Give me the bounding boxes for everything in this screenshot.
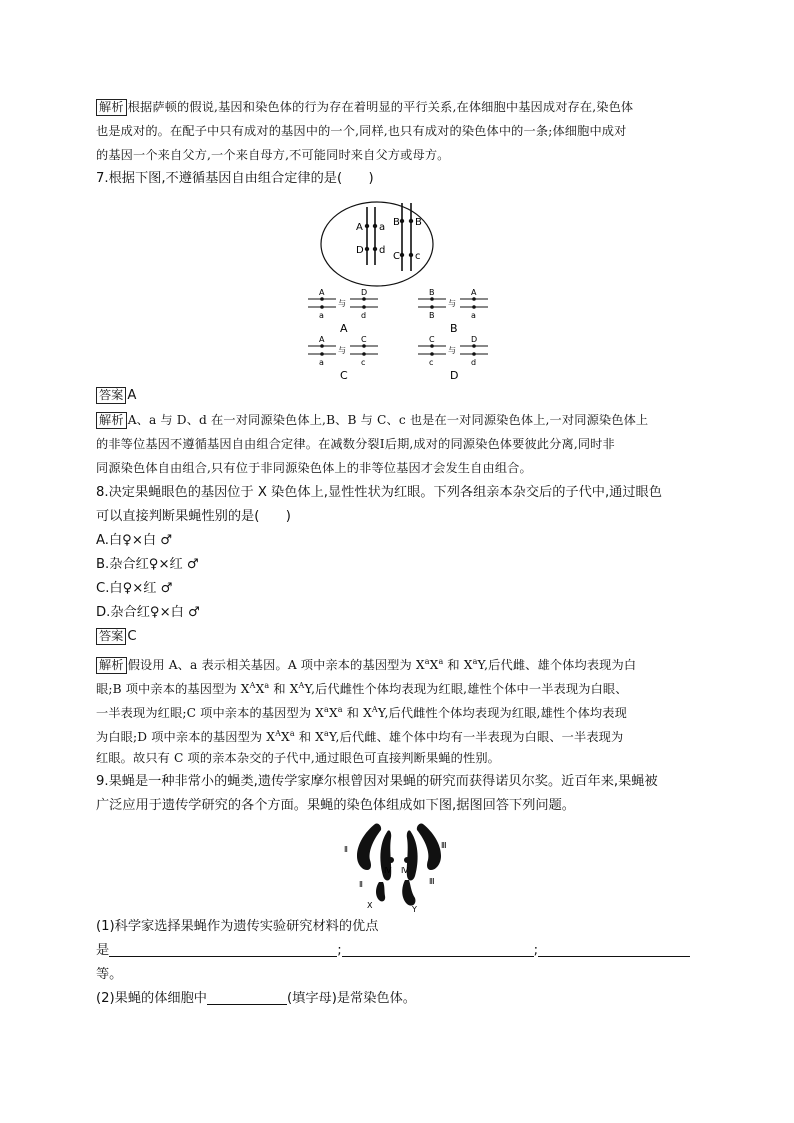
opt-D-right-top: D [471,335,478,344]
opt-A-caption: A [340,322,348,335]
label-IV-left: Ⅳ [384,866,392,875]
gene-locus [373,224,377,228]
opt-D-connector: 与 [448,346,456,355]
gene-C-label: C [393,251,400,262]
q8-answer-line [96,628,137,646]
opt-C-connector: 与 [338,346,346,355]
label-II-bottom: Ⅱ [359,880,363,889]
opt-B-caption: B [450,322,458,335]
answer-blank-4[interactable] [207,990,287,1005]
chromosome-III-right [417,823,441,870]
chromosome-II-left [357,823,381,870]
q9-stem-line-2: 广泛应用于遗传学研究的各个方面。果蝇的染色体组成如下图,据图回答下列问题。 [96,798,575,813]
opt-D-left-top: C [429,335,435,344]
label-II-top: Ⅱ [344,845,348,854]
prev-analysis-line-2: 也是成对的。在配子中只有成对的基因中的一个,同样,也只有成对的染色体中的一条;体细胞中成对 [96,124,627,138]
gene-d-label: d [379,245,386,256]
label-IV-right: Ⅳ [401,866,409,875]
q8-analysis-line-3: 一半表现为红眼;C 项中亲本的基因型为 $X^aX^a$ 和 $X^AY$,后代雌性个体均表现为红眼,雄性个体均表现 [96,705,627,720]
option-C-diagram [308,335,378,382]
q8-analysis-line-4: 为白眼;D 项中亲本的基因型为 $X^AX^a$ 和 $X^aY$,后代雌、雄个体中均有一半表现为白眼、一半表现为 [96,729,624,744]
q8-stem-line-1: 8.决定果蝇眼色的基因位于 X 染色体上,显性性状为红眼。下列各组亲本杂交后的子代中,通过眼色 [96,485,662,500]
opt-A-left-bottom: a [319,311,324,320]
q9-sub2-line: (2)果蝇的体细胞中 (填字母)是常染色体。 [96,991,416,1006]
q7-analysis-line-2: 的非等位基因不遵循基因自由组合定律。在减数分裂Ⅰ后期,成对的同源染色体要彼此分离,同时非 [96,437,615,451]
gene-locus [400,219,404,223]
opt-C-left-bottom: a [319,358,324,367]
opt-D-caption: D [450,369,459,382]
opt-A-connector: 与 [338,299,346,308]
q7-answer-line [96,387,136,405]
q8-answer: C [127,629,137,644]
drosophila-chromosome-figure [335,818,465,914]
prev-analysis-line-1: 解析 根据萨顿的假说,基因和染色体的行为存在着明显的平行关系,在体细胞中基因成对存在,染色体 [96,98,633,116]
opt-C-right-bottom: c [361,358,366,367]
q8-option-C: C.白♀×红 ♂ [96,581,173,596]
opt-D-right-bottom: d [471,358,477,367]
opt-D-left-bottom: c [429,358,434,367]
gene-locus [400,253,404,257]
answer-tag: 答案 [96,628,126,645]
label-III-top: Ⅲ [441,841,447,850]
gene-A-label: A [356,222,363,233]
q9-sub1-line-2: 是 ; ; [96,942,690,960]
q7-stem: 7.根据下图,不遵循基因自由组合定律的是( ) [96,171,374,186]
opt-A-right-bottom: d [361,311,367,320]
opt-B-right-bottom: a [471,311,476,320]
opt-C-left-top: A [319,335,325,344]
q7-analysis-line-3: 同源染色体自由组合,只有位于非同源染色体上的非等位基因才会发生自由组合。 [96,461,532,475]
q8-option-B: B.杂合红♀×红 ♂ [96,557,199,572]
option-A-diagram [308,288,378,335]
q8-option-D: D.杂合红♀×白 ♂ [96,605,200,620]
chromosome-IV-right [404,857,410,863]
opt-A-left-top: A [319,288,325,297]
analysis-tag: 解析 [96,412,127,429]
prev-analysis-line-3: 的基因一个来自父方,一个来自母方,不可能同时来自父方或母方。 [96,148,450,162]
gene-locus [365,247,369,251]
opt-B-connector: 与 [448,299,456,308]
q7-figure [300,195,500,385]
gene-D-label: D [356,245,364,256]
gene-locus [373,247,377,251]
gene-locus [409,219,413,223]
gene-B2-label: B [415,217,422,228]
answer-blank-3[interactable] [538,942,690,957]
gene-B1-label: B [393,217,400,228]
q8-analysis-line-2: 眼;B 项中亲本的基因型为 $X^AX^a$ 和 $X^AY$,后代雌性个体均表现为红眼,雄性个体中一半表现为白眼、 [96,681,628,696]
answer-tag: 答案 [96,387,126,404]
option-B-diagram [418,288,488,335]
chromosome-X [376,882,385,901]
chromosome-IV-left [388,857,394,863]
opt-B-left-bottom: B [429,311,435,320]
chromosome-Y [402,880,415,906]
answer-blank-1[interactable] [109,942,337,957]
gene-locus [365,224,369,228]
q7-answer: A [127,388,137,403]
label-III-bottom: Ⅲ [429,877,435,886]
gene-locus [409,253,413,257]
q8-stem-line-2: 可以直接判断果蝇性别的是( ) [96,509,291,524]
q9-sub1-line-3: 等。 [96,967,123,982]
opt-B-left-top: B [429,288,435,297]
q8-analysis-line-1: 解析 假设用 A、a 表示相关基因。A 项中亲本的基因型为 $X^aX^a$ 和 $X^aY$,后代雌、雄个体均表现为白 [96,653,636,674]
opt-A-right-top: D [361,288,368,297]
analysis-tag: 解析 [96,657,127,674]
label-X: X [367,901,373,910]
cell-outline [321,202,433,286]
q8-analysis-line-5: 红眼。故只有 C 项的亲本杂交的子代中,通过眼色可直接判断果蝇的性别。 [96,751,501,765]
gene-a-label: a [379,222,386,233]
opt-B-right-top: A [471,288,477,297]
analysis-tag: 解析 [96,99,127,116]
q8-option-A: A.白♀×白 ♂ [96,533,173,548]
q9-stem-line-1: 9.果蝇是一种非常小的蝇类,遗传学家摩尔根曾因对果蝇的研究而获得诺贝尔奖。近百年来,果蝇被 [96,774,658,789]
opt-C-right-top: C [361,335,367,344]
q7-analysis-line-1: 解析 A、a 与 D、d 在一对同源染色体上,B、B 与 C、c 也是在一对同源染色体上,一对同源染色体上 [96,411,648,429]
label-Y: Y [412,905,417,914]
gene-c-label: c [415,251,421,262]
option-D-diagram [418,335,488,382]
q9-sub1-line-1: (1)科学家选择果蝇作为遗传实验研究材料的优点 [96,919,379,934]
opt-C-caption: C [340,369,348,382]
answer-blank-2[interactable] [342,942,534,957]
chromosome-II-right [407,830,418,880]
